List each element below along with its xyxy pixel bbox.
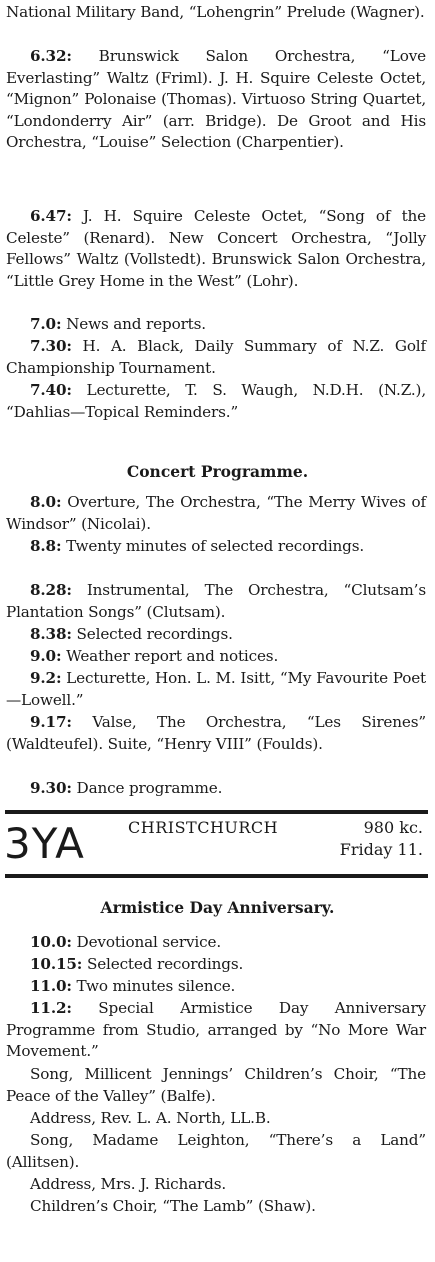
station-day: Friday 11. bbox=[339, 840, 423, 859]
programme-time: 8.28: bbox=[30, 581, 72, 599]
programme-time: 7.0: bbox=[30, 315, 62, 333]
programme-time: 8.38: bbox=[30, 625, 72, 643]
programme-text: Instrumental, The Orchestra, “Clutsam’s Plantation Songs” (Clutsam). bbox=[6, 581, 426, 621]
programme-text: Song, Millicent Jennings’ Children’s Choir, “The Peace of the Valley” (Balfe). bbox=[6, 1065, 426, 1105]
programme-item bbox=[6, 1174, 426, 1196]
programme-time: 7.30: bbox=[30, 337, 72, 355]
programme-time: 9.17: bbox=[30, 713, 72, 731]
programme-time: 10.15: bbox=[30, 955, 83, 973]
programme-text: Overture, The Orchestra, “The Merry Wives of Windsor” (Nicolai). bbox=[6, 493, 426, 533]
station-city: CHRISTCHURCH bbox=[128, 818, 279, 837]
programme-text: Brunswick Salon Orchestra, “Love Everlasting” Waltz (Friml). J. H. Squire Celeste Octet, “Mignon” Polonaise (Thomas). Virtuoso String Quartet, “Londonderry Air” (arr. Bridge). De Groot and His Orchestra, “Louise” Selection (Charpentier). bbox=[6, 47, 426, 152]
programme-text: Dance programme. bbox=[71, 779, 223, 797]
programme-item bbox=[6, 778, 426, 800]
programme-text: Children’s Choir, “The Lamb” (Shaw). bbox=[30, 1197, 316, 1215]
programme-text: Song, Madame Leighton, “There’s a Land” (Allitsen). bbox=[6, 1131, 426, 1171]
programme-item bbox=[6, 1064, 426, 1107]
section-heading: Armistice Day Anniversary. bbox=[100, 898, 335, 917]
programme-item bbox=[6, 206, 426, 292]
programme-item bbox=[6, 932, 426, 954]
programme-text: Special Armistice Day Anniversary Programme from Studio, arranged by “No More War Movement.” bbox=[6, 999, 426, 1061]
programme-time: 6.47: bbox=[30, 207, 72, 225]
programme-item bbox=[6, 646, 426, 668]
programme-item bbox=[6, 2, 426, 24]
programme-item bbox=[6, 492, 426, 535]
programme-text: Lecturette, T. S. Waugh, N.D.H. (N.Z.), “Dahlias—Topical Reminders.” bbox=[6, 381, 426, 421]
programme-time: 11.0: bbox=[30, 977, 72, 995]
programme-time: 11.2: bbox=[30, 999, 72, 1017]
programme-item bbox=[6, 954, 426, 976]
bottom-rule bbox=[5, 874, 428, 878]
programme-time: 9.30: bbox=[30, 779, 72, 797]
programme-text: Address, Mrs. J. Richards. bbox=[30, 1175, 227, 1193]
station-call-sign: 3YA bbox=[4, 819, 85, 868]
programme-text: Selected recordings. bbox=[82, 955, 244, 973]
programme-time: 6.32: bbox=[30, 47, 72, 65]
section-heading: Concert Programme. bbox=[126, 462, 309, 481]
programme-time: 9.0: bbox=[30, 647, 62, 665]
programme-item bbox=[6, 46, 426, 154]
programme-time: 9.2: bbox=[30, 669, 62, 687]
programme-item bbox=[6, 624, 426, 646]
programme-time: 10.0: bbox=[30, 933, 72, 951]
programme-item bbox=[6, 1196, 426, 1218]
programme-item bbox=[6, 1108, 426, 1130]
programme-item bbox=[6, 668, 426, 711]
programme-item bbox=[6, 380, 426, 423]
programme-text: Two minutes silence. bbox=[71, 977, 236, 995]
programme-text: National Military Band, “Lohengrin” Prelude (Wagner). bbox=[6, 3, 425, 21]
programme-item bbox=[6, 536, 426, 558]
programme-item bbox=[6, 314, 426, 336]
programme-time: 8.8: bbox=[30, 537, 62, 555]
programme-time: 7.40: bbox=[30, 381, 72, 399]
programme-text: Lecturette, Hon. L. M. Isitt, “My Favourite Poet—Lowell.” bbox=[6, 669, 426, 709]
programme-item bbox=[6, 712, 426, 755]
programme-text: H. A. Black, Daily Summary of N.Z. Golf Championship Tournament. bbox=[6, 337, 426, 377]
station-frequency: 980 kc. bbox=[363, 818, 423, 837]
programme-text: Twenty minutes of selected recordings. bbox=[61, 537, 365, 555]
programme-text: J. H. Squire Celeste Octet, “Song of the Celeste” (Renard). New Concert Orchestra, “Jolly Fellows” Waltz (Vollstedt). Brunswick Salon Orchestra, “Little Grey Home in the West” (Lohr). bbox=[6, 207, 426, 290]
programme-item bbox=[6, 336, 426, 379]
programme-item bbox=[6, 976, 426, 998]
programme-item bbox=[6, 1130, 426, 1173]
programme-time: 8.0: bbox=[30, 493, 62, 511]
programme-text: News and reports. bbox=[61, 315, 206, 333]
programme-text: Valse, The Orchestra, “Les Sirenes” (Waldteufel). Suite, “Henry VIII” (Foulds). bbox=[6, 713, 426, 753]
programme-text: Selected recordings. bbox=[71, 625, 233, 643]
top-rule bbox=[5, 810, 428, 814]
programme-text: Address, Rev. L. A. North, LL.B. bbox=[30, 1109, 271, 1127]
programme-item bbox=[6, 998, 426, 1063]
programme-text: Weather report and notices. bbox=[61, 647, 279, 665]
programme-item bbox=[6, 580, 426, 623]
programme-text: Devotional service. bbox=[71, 933, 222, 951]
